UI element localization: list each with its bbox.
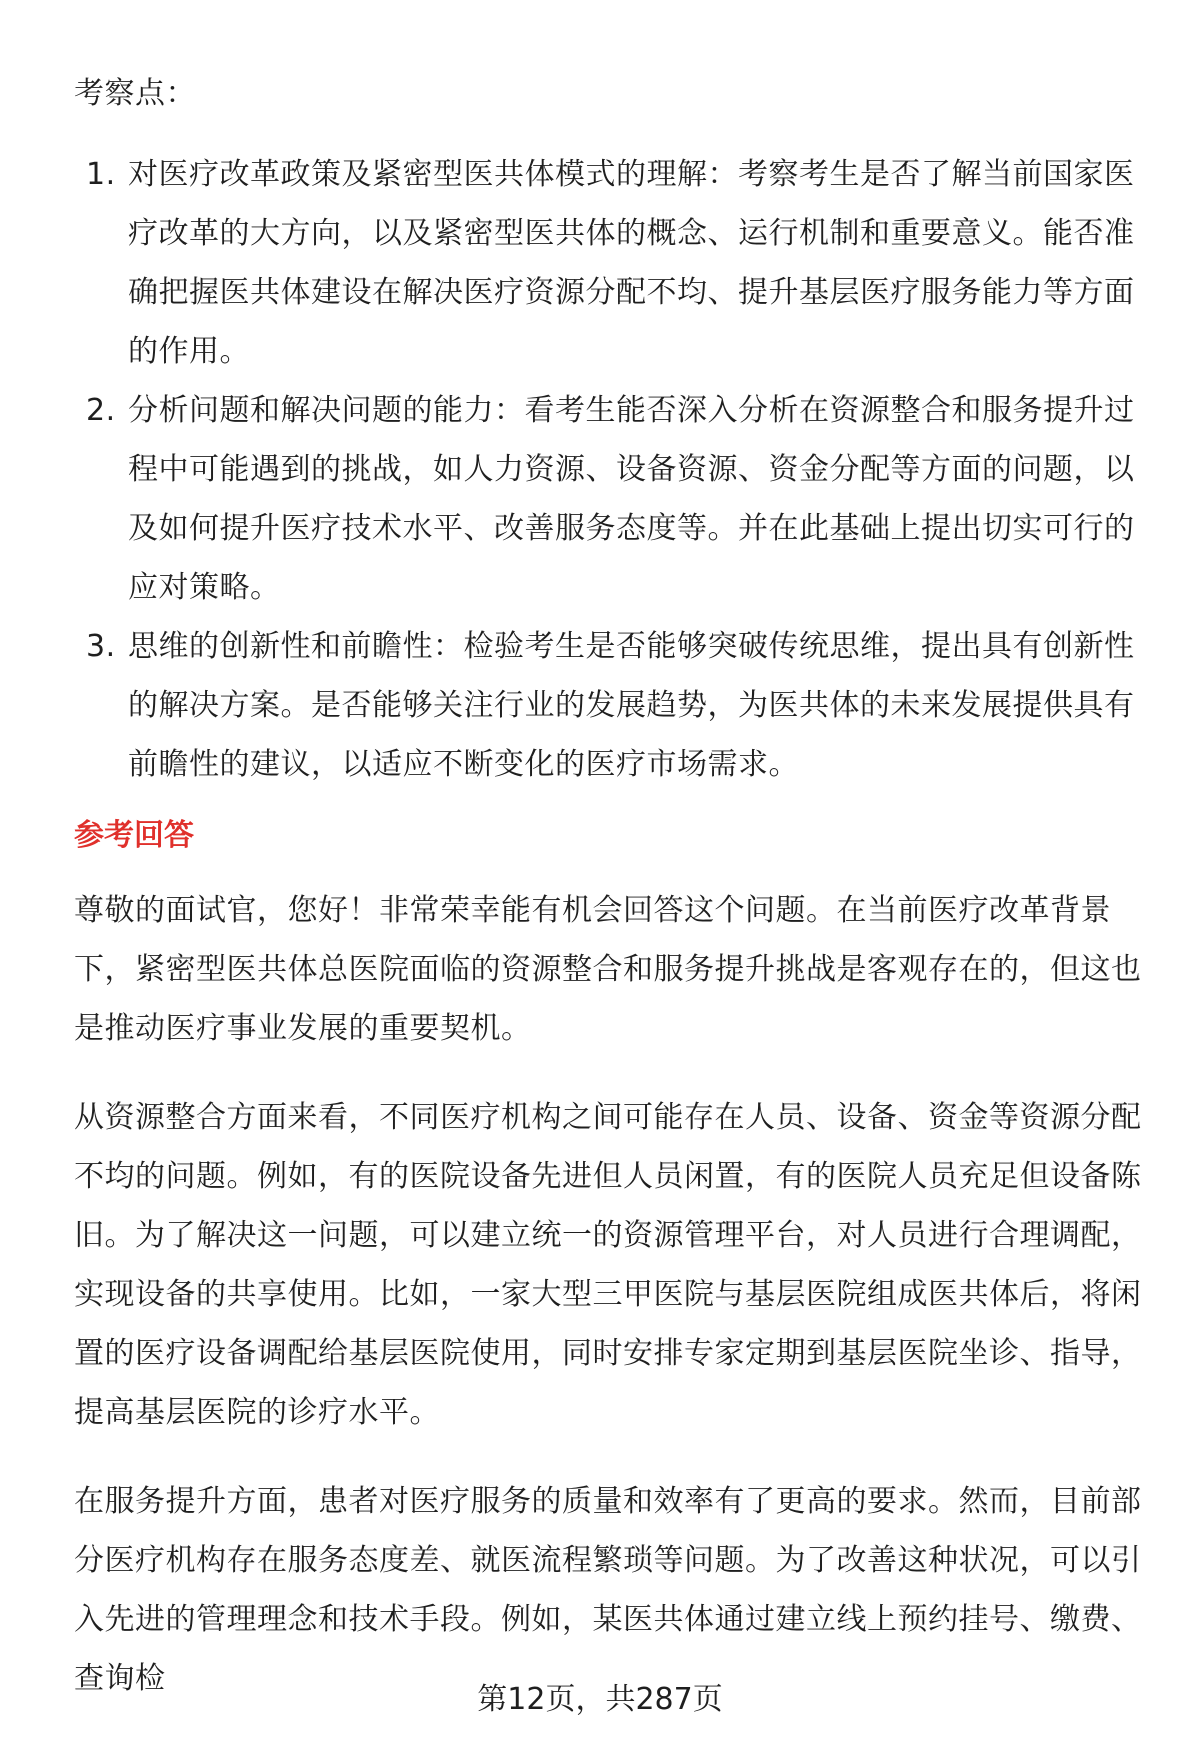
list-item-text: 思维的创新性和前瞻性：检验考生是否能够突破传统思维，提出具有创新性的解决方案。是否能够关注行业的发展趋势，为医共体的未来发展提供具有前瞻性的建议，以适应不断变化的医疗市场需求。 [128, 629, 1135, 782]
page-content [74, 64, 1146, 1738]
list-item [74, 617, 1146, 794]
list-item-number: 2. [86, 393, 116, 428]
answer-paragraph: 尊敬的面试官，您好！非常荣幸能有机会回答这个问题。在当前医疗改革背景下，紧密型医共体总医院面临的资源整合和服务提升挑战是客观存在的，但这也是推动医疗事业发展的重要契机。 [74, 893, 1142, 1046]
list-item [74, 381, 1146, 617]
list-item-text: 对医疗改革政策及紧密型医共体模式的理解：考察考生是否了解当前国家医疗改革的大方向，以及紧密型医共体的概念、运行机制和重要意义。能否准确把握医共体建设在解决医疗资源分配不均、提升基层医疗服务能力等方面的作用。 [128, 157, 1135, 369]
section-heading-exam-points: 考察点： [74, 76, 196, 111]
exam-points-list [74, 145, 1146, 794]
list-item [74, 145, 1146, 381]
list-item-number: 3. [86, 629, 116, 664]
answer-paragraph: 在服务提升方面，患者对医疗服务的质量和效率有了更高的要求。然而，目前部分医疗机构存在服务态度差、就医流程繁琐等问题。为了改善这种状况，可以引入先进的管理理念和技术手段。例如，某医共体通过建立线上预约挂号、缴费、查询检 [74, 1484, 1142, 1696]
list-item-number: 1. [86, 157, 116, 192]
list-item-text: 分析问题和解决问题的能力：看考生能否深入分析在资源整合和服务提升过程中可能遇到的挑战，如人力资源、设备资源、资金分配等方面的问题，以及如何提升医疗技术水平、改善服务态度等。并在此基础上提出切实可行的应对策略。 [128, 393, 1135, 605]
answer-paragraph: 从资源整合方面来看，不同医疗机构之间可能存在人员、设备、资金等资源分配不均的问题。例如，有的医院设备先进但人员闲置，有的医院人员充足但设备陈旧。为了解决这一问题，可以建立统一的资源管理平台，对人员进行合理调配，实现设备的共享使用。比如，一家大型三甲医院与基层医院组成医共体后，将闲置的医疗设备调配给基层医院使用，同时安排专家定期到基层医院坐诊、指导，提高基层医院的诊疗水平。 [74, 1100, 1142, 1430]
page-number: 第12页，共287页 [477, 1682, 723, 1717]
reference-answer-title: 参考回答 [74, 818, 194, 853]
